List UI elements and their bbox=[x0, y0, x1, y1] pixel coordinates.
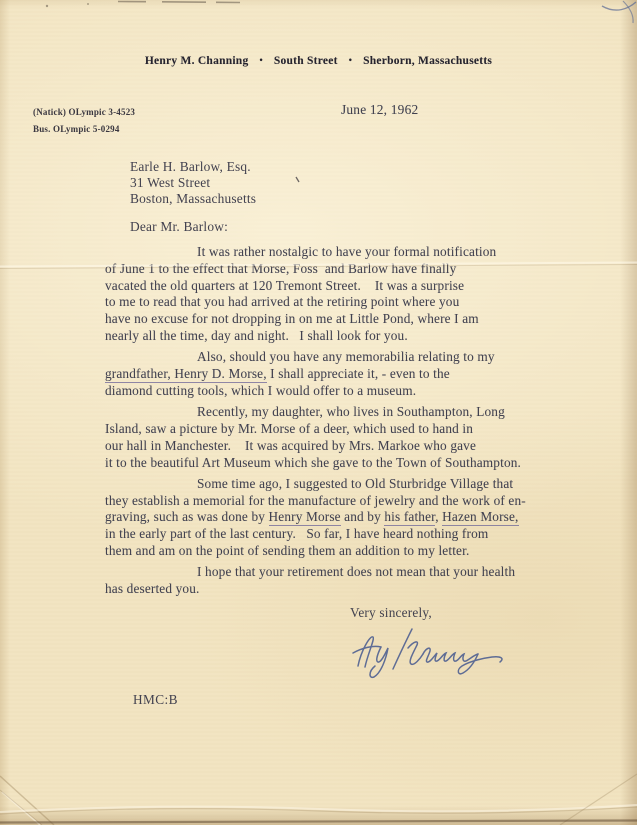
letter-line: they establish a memorial for the manufacture of jewelry and the work of en- bbox=[105, 492, 526, 508]
recipient-city: Boston, Massachusetts bbox=[130, 190, 257, 206]
letterhead-separator: • bbox=[348, 55, 353, 65]
contact-block bbox=[33, 104, 135, 137]
fold-crease bbox=[0, 776, 54, 825]
recipient-address bbox=[130, 159, 256, 206]
letterhead-city: Sherborn, Massachusetts bbox=[363, 55, 493, 67]
underlined-text: Hazen Morse, bbox=[442, 509, 519, 525]
letter-body bbox=[105, 244, 610, 598]
bottom-crease bbox=[0, 805, 637, 812]
underlined-text: grandfather, Henry D. Morse, bbox=[105, 366, 267, 382]
speck bbox=[87, 3, 89, 5]
underlined-text: Henry Morse bbox=[268, 509, 341, 525]
letter-line: to me to read that you had arrived at the retiring point where you bbox=[105, 294, 460, 310]
paragraph bbox=[105, 404, 610, 471]
letter-line: Recently, my daughter, who lives in Southampton, Long bbox=[197, 404, 505, 420]
contact-phone-business: Bus. OLympic 5-0294 bbox=[33, 123, 120, 134]
fold-crease bbox=[560, 774, 637, 825]
recipient-name: Earle H. Barlow, Esq. bbox=[130, 159, 251, 174]
bottom-crease bbox=[0, 807, 637, 814]
letter-line: in the early part of the last century. So far, I have heard nothing from bbox=[105, 526, 489, 542]
letter-line: has deserted you. bbox=[105, 581, 200, 597]
paragraph bbox=[105, 349, 610, 399]
letter-line: grandfather, Henry D. Morse, I shall appreciate it, - even to the bbox=[105, 366, 450, 382]
letter-date: June 12, 1962 bbox=[341, 102, 419, 117]
letter-line: It was rather nostalgic to have your formal notification bbox=[197, 244, 497, 259]
letter-line: nearly all the time, day and night. I shall look for you. bbox=[105, 327, 408, 343]
paragraph bbox=[105, 244, 610, 345]
letter-line: Island, saw a picture by Mr. Morse of a deer, which used to hand in bbox=[105, 420, 474, 436]
letterhead-separator: • bbox=[259, 55, 263, 65]
letterhead-name: Henry M. Channing bbox=[144, 55, 249, 67]
paragraph bbox=[105, 564, 610, 598]
letter-line: have no excuse for not dropping in on me at Little Pond, where I am bbox=[105, 311, 479, 327]
letter-line: them and am on the point of sending them an addition to my letter. bbox=[105, 543, 470, 559]
letter-line: I hope that your retirement does not mean that your health bbox=[197, 564, 516, 580]
valediction: Very sincerely, bbox=[350, 605, 432, 620]
letter-line: vacated the old quarters at 120 Tremont Street. It was a surprise bbox=[105, 277, 465, 293]
salutation: Dear Mr. Barlow: bbox=[130, 219, 229, 234]
stray-mark bbox=[296, 177, 299, 182]
smudge-mark bbox=[118, 2, 240, 3]
pen-mark bbox=[623, 1, 633, 23]
contact-phone-natick: (Natick) OLympic 3-4523 bbox=[33, 107, 136, 117]
paragraph bbox=[105, 476, 610, 560]
underlined-text: his father bbox=[384, 509, 436, 525]
letterhead-street: South Street bbox=[273, 55, 338, 67]
letter-line: graving, such as was done by Henry Morse and by his father, Hazen Morse, bbox=[105, 509, 519, 525]
letter-line: it to the beautiful Art Museum which she gave to the Town of Southampton. bbox=[105, 454, 522, 470]
letter-line: diamond cutting tools, which I would offer to a museum. bbox=[105, 382, 417, 398]
recipient-street: 31 West Street bbox=[130, 174, 211, 190]
speck bbox=[46, 5, 48, 7]
letter-line: of June 1 to the effect that Morse, Foss and Barlow have finally bbox=[105, 260, 457, 276]
letter-line: our hall in Manchester. It was acquired by Mrs. Markoe who gave bbox=[105, 437, 477, 453]
letterhead bbox=[0, 55, 637, 67]
letter-line: Some time ago, I suggested to Old Sturbridge Village that bbox=[197, 475, 514, 491]
typist-initials: HMC:B bbox=[133, 692, 178, 707]
fold-crease bbox=[0, 790, 42, 825]
letter-line: Also, should you have any memorabilia relating to my bbox=[197, 349, 495, 365]
paper-edge bbox=[0, 821, 637, 823]
fold-crease bbox=[2, 792, 40, 825]
signature-handwriting bbox=[346, 620, 536, 684]
pen-mark bbox=[602, 2, 636, 10]
